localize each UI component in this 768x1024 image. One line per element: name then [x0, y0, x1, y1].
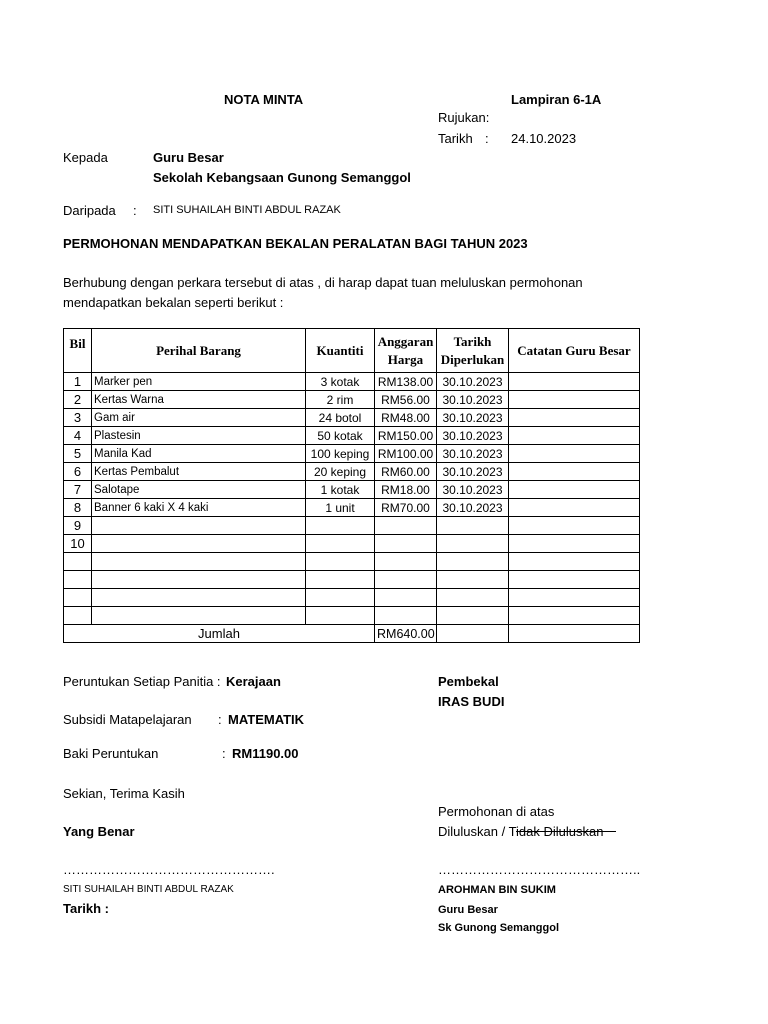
- cell-qty: 50 kotak: [306, 427, 375, 445]
- permohonan-rejected: idak Diluluskan: [516, 824, 604, 839]
- baki-value: RM1190.00: [232, 746, 299, 761]
- cell-price: [375, 517, 437, 535]
- cell-price: RM100.00: [375, 445, 437, 463]
- cell-catatan: [509, 409, 640, 427]
- request-table: [63, 328, 640, 643]
- signature-line-left: ………………………………………….: [63, 862, 275, 877]
- cell-price: [375, 571, 437, 589]
- cell-item: [92, 571, 306, 589]
- cell-bil: 8: [64, 499, 92, 517]
- cell-item: Kertas Warna: [92, 391, 306, 409]
- cell-catatan: [509, 499, 640, 517]
- cell-item: Marker pen: [92, 373, 306, 391]
- cell-bil: [64, 607, 92, 625]
- cell-date: [437, 553, 509, 571]
- cell-item: [92, 517, 306, 535]
- sender-name: SITI SUHAILAH BINTI ABDUL RAZAK: [63, 884, 234, 895]
- cell-price: [375, 553, 437, 571]
- header-tarikh-line1: Tarikh: [453, 333, 492, 349]
- cell-date: 30.10.2023: [437, 409, 509, 427]
- doc-title: NOTA MINTA: [224, 92, 304, 107]
- cell-catatan: [509, 535, 640, 553]
- permohonan-status: [438, 824, 603, 839]
- cell-bil: 7: [64, 481, 92, 499]
- permohonan-line1: Permohonan di atas: [438, 804, 555, 819]
- cell-qty: 24 botol: [306, 409, 375, 427]
- total-label: Jumlah: [64, 625, 375, 643]
- cell-date: 30.10.2023: [437, 499, 509, 517]
- cell-bil: 1: [64, 373, 92, 391]
- cell-qty: [306, 517, 375, 535]
- baki-label: Baki Peruntukan: [63, 746, 159, 761]
- cell-bil: [64, 589, 92, 607]
- cell-item: [92, 535, 306, 553]
- subsidi-label: Subsidi Matapelajaran: [63, 712, 192, 727]
- cell-qty: [306, 607, 375, 625]
- cell-item: Kertas Pembalut: [92, 463, 306, 481]
- approver-name: AROHMAN BIN SUKIM: [438, 884, 556, 896]
- cell-date: 30.10.2023: [437, 445, 509, 463]
- table-header-row: [64, 329, 640, 373]
- pembekal-label: Pembekal: [438, 674, 499, 689]
- cell-price: RM18.00: [375, 481, 437, 499]
- header-tarikh-line2: Diperlukan: [440, 351, 505, 367]
- intro-line-1: Berhubung dengan perkara tersebut di atas , di harap dapat tuan meluluskan permohonan: [63, 275, 583, 290]
- sekian-text: Sekian, Terima Kasih: [63, 786, 185, 801]
- cell-price: [375, 607, 437, 625]
- approver-title: Guru Besar: [438, 904, 498, 916]
- cell-total-date: [437, 625, 509, 643]
- pembekal-value: IRAS BUDI: [438, 694, 505, 709]
- header-anggaran: [375, 329, 437, 373]
- cell-catatan: [509, 571, 640, 589]
- cell-bil: [64, 571, 92, 589]
- cell-item: Salotape: [92, 481, 306, 499]
- cell-date: [437, 589, 509, 607]
- signature-line-right: ………………………………………..: [438, 862, 641, 877]
- table-row: [64, 481, 640, 499]
- table-row: [64, 571, 640, 589]
- kepada-label: Kepada: [63, 150, 108, 165]
- subsidi-value: MATEMATIK: [228, 712, 305, 727]
- header-kuantiti: Kuantiti: [306, 329, 375, 373]
- cell-qty: 100 keping: [306, 445, 375, 463]
- cell-date: [437, 571, 509, 589]
- baki-colon: :: [222, 746, 226, 761]
- cell-item: [92, 589, 306, 607]
- peruntukan-label: Peruntukan Setiap Panitia :: [63, 674, 221, 689]
- cell-catatan: [509, 607, 640, 625]
- table-total-row: [64, 625, 640, 643]
- table-row: [64, 535, 640, 553]
- tarikh-value: 24.10.2023: [511, 131, 577, 146]
- strike-extension: [596, 831, 616, 832]
- header-bil: Bil: [64, 329, 92, 373]
- cell-item: Gam air: [92, 409, 306, 427]
- cell-item: [92, 553, 306, 571]
- cell-catatan: [509, 463, 640, 481]
- subject-heading: PERMOHONAN MENDAPATKAN BEKALAN PERALATAN BAGI TAHUN 2023: [63, 236, 528, 251]
- cell-qty: 20 keping: [306, 463, 375, 481]
- rujukan-label: Rujukan:: [438, 110, 490, 125]
- cell-total-catatan: [509, 625, 640, 643]
- lampiran-label: Lampiran 6-1A: [511, 92, 602, 107]
- cell-qty: [306, 535, 375, 553]
- cell-qty: 1 kotak: [306, 481, 375, 499]
- cell-catatan: [509, 445, 640, 463]
- yang-benar-text: Yang Benar: [63, 824, 135, 839]
- table-row: [64, 499, 640, 517]
- cell-catatan: [509, 553, 640, 571]
- total-value: RM640.00: [375, 625, 437, 643]
- cell-price: RM138.00: [375, 373, 437, 391]
- cell-catatan: [509, 589, 640, 607]
- cell-bil: [64, 553, 92, 571]
- header-anggaran-line2: Harga: [387, 351, 424, 367]
- approver-school: Sk Gunong Semanggol: [438, 922, 560, 934]
- cell-qty: 3 kotak: [306, 373, 375, 391]
- daripada-label: Daripada: [63, 203, 116, 218]
- cell-catatan: [509, 481, 640, 499]
- table-row: [64, 427, 640, 445]
- cell-item: Plastesin: [92, 427, 306, 445]
- intro-line-2: mendapatkan bekalan seperti berikut :: [63, 295, 284, 310]
- peruntukan-value: Kerajaan: [226, 674, 281, 689]
- cell-price: [375, 535, 437, 553]
- cell-bil: 4: [64, 427, 92, 445]
- cell-item: Manila Kad: [92, 445, 306, 463]
- cell-catatan: [509, 517, 640, 535]
- cell-price: RM48.00: [375, 409, 437, 427]
- table-row: [64, 553, 640, 571]
- table-row: [64, 409, 640, 427]
- cell-catatan: [509, 427, 640, 445]
- cell-price: RM56.00: [375, 391, 437, 409]
- sender-tarikh: Tarikh :: [63, 901, 109, 916]
- cell-price: RM70.00: [375, 499, 437, 517]
- table-row: [64, 607, 640, 625]
- cell-date: 30.10.2023: [437, 373, 509, 391]
- cell-price: [375, 589, 437, 607]
- cell-bil: 6: [64, 463, 92, 481]
- table-row: [64, 463, 640, 481]
- kepada-line1: Guru Besar: [153, 150, 224, 165]
- cell-bil: 9: [64, 517, 92, 535]
- header-anggaran-line1: Anggaran: [377, 333, 434, 349]
- cell-date: [437, 517, 509, 535]
- cell-date: 30.10.2023: [437, 427, 509, 445]
- cell-catatan: [509, 373, 640, 391]
- cell-item: [92, 607, 306, 625]
- cell-date: 30.10.2023: [437, 463, 509, 481]
- cell-price: RM150.00: [375, 427, 437, 445]
- cell-bil: 2: [64, 391, 92, 409]
- cell-bil: 5: [64, 445, 92, 463]
- table-row: [64, 445, 640, 463]
- header-perihal: Perihal Barang: [92, 329, 306, 373]
- cell-bil: 3: [64, 409, 92, 427]
- cell-catatan: [509, 391, 640, 409]
- subsidi-colon: :: [218, 712, 222, 727]
- header-tarikh: [437, 329, 509, 373]
- daripada-value: SITI SUHAILAH BINTI ABDUL RAZAK: [153, 204, 341, 216]
- tarikh-label: Tarikh: [438, 131, 473, 146]
- table-row: [64, 589, 640, 607]
- cell-qty: [306, 553, 375, 571]
- tarikh-colon: :: [485, 131, 489, 146]
- kepada-line2: Sekolah Kebangsaan Gunong Semanggol: [153, 170, 411, 185]
- cell-qty: 1 unit: [306, 499, 375, 517]
- cell-date: 30.10.2023: [437, 391, 509, 409]
- table-row: [64, 373, 640, 391]
- cell-qty: [306, 589, 375, 607]
- table-row: [64, 391, 640, 409]
- permohonan-approved: Diluluskan / T: [438, 824, 517, 839]
- cell-price: RM60.00: [375, 463, 437, 481]
- cell-date: [437, 607, 509, 625]
- cell-qty: [306, 571, 375, 589]
- cell-item: Banner 6 kaki X 4 kaki: [92, 499, 306, 517]
- cell-bil: 10: [64, 535, 92, 553]
- daripada-colon: :: [133, 203, 137, 218]
- header-catatan: Catatan Guru Besar: [509, 329, 640, 373]
- cell-date: 30.10.2023: [437, 481, 509, 499]
- cell-date: [437, 535, 509, 553]
- table-row: [64, 517, 640, 535]
- cell-qty: 2 rim: [306, 391, 375, 409]
